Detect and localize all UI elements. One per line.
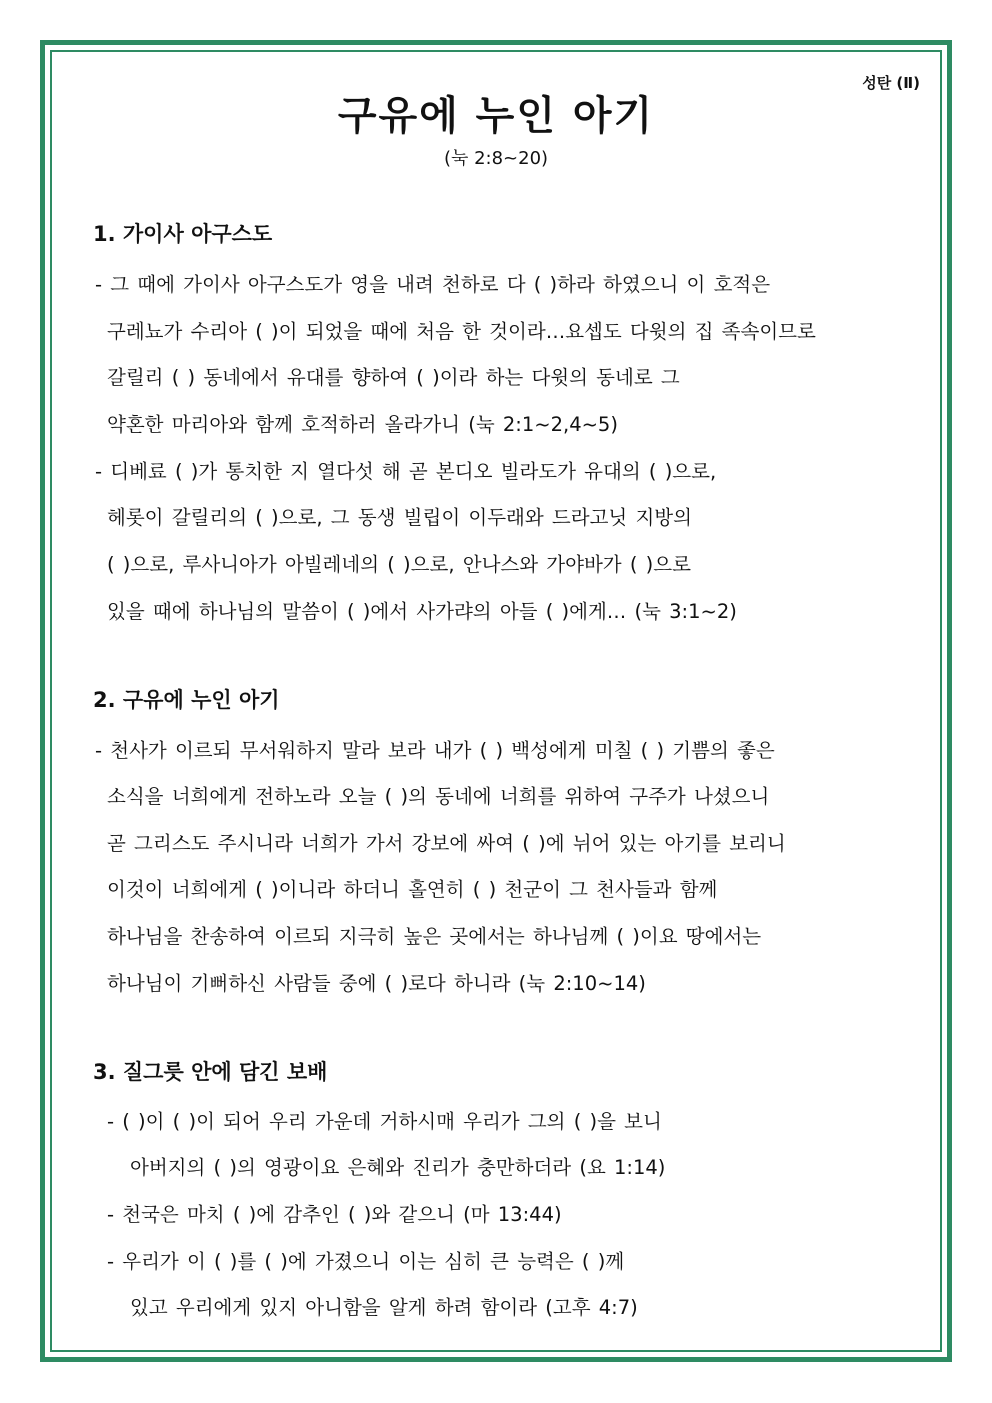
section-2-line: 소식을 너희에게 전하노라 오늘 ( )의 동네에 너희를 위하여 구주가 나셨으니 [107, 785, 770, 808]
section-3-line: 아버지의 ( )의 영광이요 은혜와 진리가 충만하더라 (요 1:14) [130, 1156, 666, 1179]
section-3-heading: 3. 질그릇 안에 담긴 보배 [93, 1060, 328, 1084]
section-1-line: 있을 때에 하나님의 말씀이 ( )에서 사가랴의 아들 ( )에게… (눅 3:1~2) [107, 600, 737, 623]
section-1-line: ( )으로, 루사니아가 아빌레네의 ( )으로, 안나스와 가야바가 ( )으로 [107, 553, 691, 576]
section-2-heading: 2. 구유에 누인 아기 [93, 688, 280, 712]
section-1-line: 약혼한 마리아와 함께 호적하러 올라가니 (눅 2:1~2,4~5) [107, 413, 618, 436]
section-1-line: 구레뇨가 수리아 ( )이 되었을 때에 처음 한 것이라…요셉도 다윗의 집 족속이므로 [107, 320, 816, 343]
section-1-line: - 그 때에 가이사 아구스도가 영을 내려 천하로 다 ( )하라 하였으니 이 호적은 [95, 273, 771, 296]
section-1-line: 헤롯이 갈릴리의 ( )으로, 그 동생 빌립이 이두래와 드라고닛 지방의 [107, 506, 692, 529]
section-1-line: - 디베료 ( )가 통치한 지 열다섯 해 곧 본디오 빌라도가 유대의 ( )으로, [95, 460, 717, 483]
page-title: 구유에 누인 아기 [337, 93, 655, 139]
section-3-line: - 천국은 마치 ( )에 감추인 ( )와 같으니 (마 13:44) [107, 1203, 562, 1226]
section-1-heading: 1. 가이사 아구스도 [93, 222, 273, 246]
section-2-line: 하나님이 기뻐하신 사람들 중에 ( )로다 하니라 (눅 2:10~14) [107, 972, 646, 995]
section-3-line: 있고 우리에게 있지 아니함을 알게 하려 함이라 (고후 4:7) [130, 1296, 638, 1319]
section-2-line: 이것이 너희에게 ( )이니라 하더니 홀연히 ( ) 천군이 그 천사들과 함께 [107, 878, 718, 901]
section-2-line: 곧 그리스도 주시니라 너희가 가서 강보에 싸여 ( )에 뉘어 있는 아기를 보리니 [107, 832, 786, 855]
series-tag: 성탄 (Ⅱ) [862, 74, 920, 92]
section-3-line: - 우리가 이 ( )를 ( )에 가졌으니 이는 심히 큰 능력은 ( )께 [107, 1250, 625, 1273]
section-1-line: 갈릴리 ( ) 동네에서 유대를 향하여 ( )이라 하는 다윗의 동네로 그 [107, 366, 680, 389]
section-2-line: - 천사가 이르되 무서워하지 말라 보라 내가 ( ) 백성에게 미칠 ( ) 기쁨의 좋은 [95, 739, 775, 762]
scripture-reference: (눅 2:8~20) [443, 148, 549, 169]
section-3-line: - ( )이 ( )이 되어 우리 가운데 거하시매 우리가 그의 ( )을 보니 [107, 1110, 662, 1133]
section-2-line: 하나님을 찬송하여 이르되 지극히 높은 곳에서는 하나님께 ( )이요 땅에서는 [107, 925, 762, 948]
